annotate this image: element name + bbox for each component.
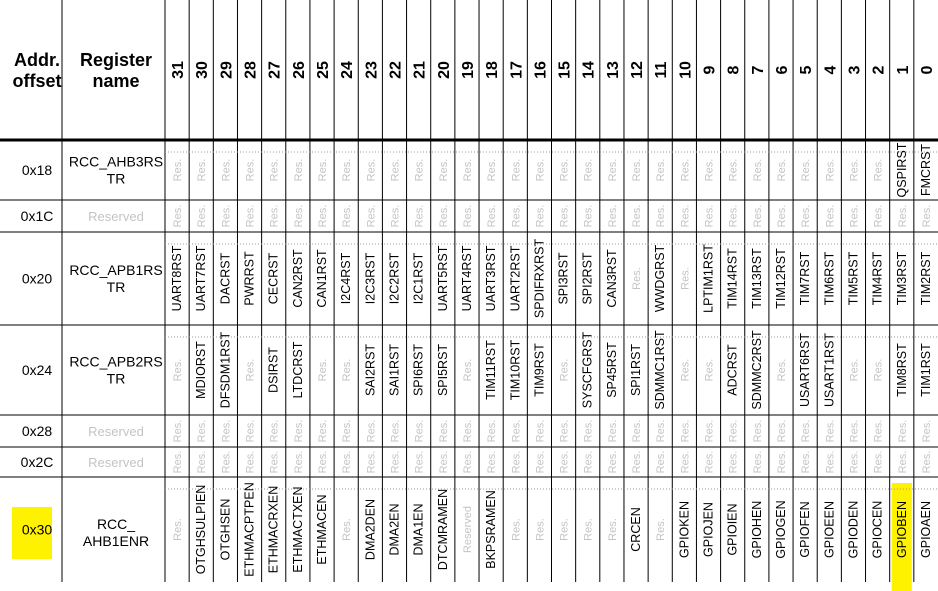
bit-field-crcen: CRCEN	[629, 507, 644, 552]
bit-field-tim7rst: TIM7RST	[798, 251, 813, 306]
bit-number-16: 16	[532, 61, 550, 79]
reserved-bit: Res.	[534, 419, 547, 443]
bit-field-gpioben: GPIOBEN	[894, 501, 909, 558]
reserved-bit: Res.	[413, 419, 426, 443]
reserved-bit: Res.	[292, 158, 305, 182]
bit-field-tim6rst: TIM6RST	[822, 251, 837, 306]
bit-number-21: 21	[411, 61, 429, 79]
reserved-bit: Res.	[317, 158, 330, 182]
reserved-bit: Res.	[872, 419, 885, 443]
reserved-bit: Res.	[244, 450, 257, 474]
reserved-bit: Res.	[824, 204, 837, 228]
bit-field-spi1rst: SPI1RST	[629, 343, 644, 397]
bit-field-uart2rst: UART2RST	[508, 245, 523, 312]
bit-number-5: 5	[798, 65, 816, 75]
bit-field-gpiogen: GPIOGEN	[773, 500, 788, 559]
reserved-bit: Res.	[679, 450, 692, 474]
reserved-bit: Res.	[172, 358, 185, 382]
bit-number-6: 6	[773, 65, 791, 75]
reserved-bit: Res.	[679, 267, 692, 290]
reserved-bit: Res.	[389, 450, 402, 474]
bit-number-3: 3	[846, 65, 864, 75]
register-name-header-line1: Register	[79, 50, 153, 70]
bit-field-tim10rst: TIM10RST	[508, 339, 523, 401]
bit-field-pwrrst: PWRRST	[242, 251, 257, 306]
bit-field-qspirst: QSPIRST	[894, 142, 909, 198]
reserved-bit: Res.	[800, 419, 813, 443]
reserved-bit: Res.	[703, 419, 716, 443]
reserved-bit: Res.	[534, 158, 547, 182]
reserved-bit: Res.	[775, 358, 788, 382]
reserved-bit: Res.	[558, 158, 571, 182]
reserved-bit: Res.	[558, 204, 571, 228]
bit-number-31: 31	[170, 61, 188, 79]
reserved-bit: Res.	[341, 358, 354, 382]
reserved-bit: Res.	[703, 358, 716, 382]
reserved-bit: Res.	[872, 450, 885, 474]
bit-field-ethmacrxen: ETHMACRXEN	[266, 485, 281, 574]
register-name: RCC_APB2RS	[69, 353, 163, 370]
table-row	[22, 482, 933, 576]
reserved-bit: Res.	[244, 204, 257, 228]
reserved-bit: Res.	[775, 158, 788, 182]
reserved-bit: Res.	[655, 204, 668, 228]
reserved-bit: Reserved	[461, 505, 474, 554]
reserved-bit: Res.	[365, 158, 378, 182]
reserved-bit: Res.	[920, 419, 933, 443]
bit-field-bkpsramen: BKPSRAMEN	[484, 490, 499, 569]
reserved-bit: Res.	[631, 450, 644, 474]
table-header	[13, 50, 936, 91]
reserved-bit: Res.	[437, 450, 450, 474]
register-name: AHB1ENR	[82, 533, 150, 549]
reserved-bit: Res.	[679, 358, 692, 382]
bit-number-17: 17	[508, 61, 526, 79]
bit-field-usart1rst: USART1RST	[822, 332, 837, 408]
bit-field-lptim1rst: LPTIM1RST	[701, 244, 716, 313]
register-name: RCC_	[96, 516, 136, 532]
reserved-bit: Res.	[268, 158, 281, 182]
reserved-bit: Res.	[848, 158, 861, 182]
table-row	[21, 451, 933, 474]
bit-number-4: 4	[822, 65, 840, 75]
bit-field-gpioeen: GPIOEEN	[822, 501, 837, 558]
bit-field-dma2den: DMA2DEN	[363, 498, 378, 561]
reserved-bit: Res.	[703, 204, 716, 228]
reserved-bit: Res.	[896, 450, 909, 474]
reserved-bit: Res.	[534, 204, 547, 228]
reserved-bit: Res.	[292, 419, 305, 443]
reserved-bit: Res.	[292, 204, 305, 228]
reserved-bit: Res.	[172, 450, 185, 474]
reserved-bit: Res.	[413, 158, 426, 182]
bit-field-cecrst: CECRST	[266, 252, 281, 305]
reserved-bit: Res.	[268, 419, 281, 443]
bit-number-30: 30	[194, 61, 212, 79]
reserved-bit: Res.	[172, 419, 185, 443]
reserved-bit: Res.	[582, 158, 595, 182]
table-row	[22, 239, 933, 319]
reserved-bit: Res.	[341, 204, 354, 228]
reserved-bit: Res.	[413, 204, 426, 228]
bit-field-otghsulpien: OTGHSULPIEN	[194, 484, 209, 575]
reserved-bit: Res.	[848, 419, 861, 443]
bit-field-dacrst: DACRST	[218, 252, 233, 305]
bit-field-tim14rst: TIM14RST	[725, 248, 740, 309]
bit-number-26: 26	[290, 61, 308, 79]
reserved-bit: Res.	[920, 450, 933, 474]
reserved-bit: Res.	[824, 158, 837, 182]
addr-offset-header-line1: Addr.	[13, 50, 61, 70]
bit-field-uart3rst: UART3RST	[484, 245, 499, 312]
reserved-bit: Res.	[775, 419, 788, 443]
reserved-bit: Res.	[510, 419, 523, 443]
register-name: RCC_AHB3RS	[68, 153, 164, 170]
reserved-bit: Res.	[244, 158, 257, 182]
reserved-bit: Res.	[461, 158, 474, 182]
bit-number-7: 7	[749, 65, 767, 75]
reserved-bit: Res.	[655, 450, 668, 474]
bit-field-dfsdm1rst: DFSDM1RST	[218, 331, 233, 409]
bit-field-syscfgrst: SYSCFGRST	[580, 331, 595, 409]
addr-offset-header-line2: offset	[12, 71, 62, 91]
reserved-bit: Res.	[872, 158, 885, 182]
reserved-bit: Res.	[317, 358, 330, 382]
bit-number-29: 29	[218, 61, 236, 79]
reserved-bit: Res.	[558, 419, 571, 443]
reserved-bit: Res.	[848, 450, 861, 474]
reserved-bit: Res.	[244, 358, 257, 382]
reserved-bit: Res.	[534, 450, 547, 474]
reserved-bit: Res.	[341, 419, 354, 443]
bit-field-i2c4rst: I2C4RST	[339, 252, 354, 305]
reserved-bit: Res.	[800, 158, 813, 182]
bit-field-uart4rst: UART4RST	[459, 245, 474, 312]
bit-field-adcrst: ADCRST	[725, 344, 740, 396]
reserved-bit: Res.	[461, 450, 474, 474]
bit-field-uart7rst: UART7RST	[194, 245, 209, 312]
bit-field-gpiofen: GPIOFEN	[798, 501, 813, 558]
reserved-bit: Res.	[317, 419, 330, 443]
bit-number-19: 19	[459, 61, 477, 79]
bit-number-25: 25	[315, 61, 333, 79]
bit-field-ethmacen: ETHMACEN	[315, 494, 330, 565]
table-body	[21, 142, 933, 577]
reserved-bit: Res.	[727, 419, 740, 443]
reserved-bit: Res.	[872, 358, 885, 382]
reserved-bit: Res.	[196, 158, 209, 182]
bit-field-i2c2rst: I2C2RST	[387, 252, 402, 305]
reserved-bit: Res.	[896, 204, 909, 228]
bit-number-8: 8	[725, 65, 743, 75]
bit-field-sdmmc1rst: SDMMC1RST	[653, 330, 668, 410]
table-row	[22, 330, 933, 410]
bit-field-gpioden: GPIODEN	[846, 500, 861, 559]
reserved-bit: Res.	[461, 419, 474, 443]
reserved-bit: Res.	[582, 204, 595, 228]
register-name: RCC_APB1RS	[69, 262, 163, 278]
bit-field-i2c3rst: I2C3RST	[363, 252, 378, 305]
reserved-bit: Res.	[703, 158, 716, 182]
reserved-bit: Res.	[606, 419, 619, 443]
bit-field-ltdcrst: LTDCRST	[290, 341, 305, 399]
reserved-bit: Res.	[606, 450, 619, 474]
bit-field-gpiojen: GPIOJEN	[701, 502, 716, 557]
bit-field-wwdgrst: WWDGRST	[653, 244, 668, 313]
bit-field-tim12rst: TIM12RST	[773, 248, 788, 309]
bit-field-dma2en: DMA2EN	[387, 503, 402, 556]
reserved-bit: Res.	[703, 450, 716, 474]
bit-field-dsirst: DSIRST	[266, 347, 281, 393]
bit-number-9: 9	[701, 65, 719, 75]
reserved-bit: Res.	[317, 450, 330, 474]
register-offset: 0x20	[21, 270, 53, 287]
bit-field-spi2rst: SPI2RST	[580, 252, 595, 305]
reserved-bit: Res.	[486, 450, 499, 474]
reserved-bit: Res.	[920, 204, 933, 228]
reserved-bit: Res.	[631, 158, 644, 182]
reserved-bit: Res.	[896, 419, 909, 443]
reserved-bit: Res.	[824, 450, 837, 474]
bit-field-tim13rst: TIM13RST	[749, 248, 764, 309]
reserved-bit: Res.	[172, 158, 185, 182]
bit-number-1: 1	[894, 65, 912, 75]
bit-field-otghsen: OTGHSEN	[218, 498, 233, 561]
reserved-bit: Res.	[437, 419, 450, 443]
bit-number-18: 18	[484, 61, 502, 79]
reserved-bit: Res.	[510, 450, 523, 474]
reserved-bit: Res.	[341, 518, 354, 541]
reserved-bit: Res.	[220, 158, 233, 182]
register-offset: 0x30	[21, 521, 53, 538]
reserved-bit: Res.	[848, 358, 861, 382]
bit-number-12: 12	[629, 61, 647, 79]
reserved-bit: Res.	[437, 158, 450, 182]
bit-field-spi6rst: SPI6RST	[411, 343, 426, 397]
register-offset: 0x2C	[20, 454, 54, 470]
reserved-bit: Res.	[196, 450, 209, 474]
bit-field-sdmmc2rst: SDMMC2RST	[749, 330, 764, 410]
bit-number-13: 13	[604, 61, 622, 79]
bit-field-ethmacptpen: ETHMACPTPEN	[242, 482, 257, 577]
reserved-bit: Res.	[751, 419, 764, 443]
table-row	[22, 142, 933, 197]
bit-number-14: 14	[580, 61, 598, 79]
reserved-bit: Res.	[727, 204, 740, 228]
reserved-bit: Res.	[800, 450, 813, 474]
bit-field-can2rst: CAN2RST	[290, 249, 305, 308]
reserved-bit: Res.	[606, 158, 619, 182]
register-name: TR	[106, 170, 126, 187]
bit-number-10: 10	[677, 61, 695, 79]
bit-field-tim3rst: TIM3RST	[894, 251, 909, 306]
bit-number-11: 11	[653, 61, 671, 79]
bit-field-tim2rst: TIM2RST	[918, 251, 933, 306]
bit-field-gpiohen: GPIOHEN	[749, 500, 764, 559]
reserved-bit: Res.	[558, 358, 571, 382]
bit-number-23: 23	[363, 61, 381, 79]
reserved-bit: Res.	[824, 419, 837, 443]
reserved-bit: Res.	[582, 450, 595, 474]
reserved-bit: Res.	[558, 450, 571, 474]
bit-field-spi3rst: SPI3RST	[556, 252, 571, 305]
reserved-bit: Res.	[341, 158, 354, 182]
register-offset: 0x24	[21, 362, 53, 378]
reserved-bit: Res.	[486, 204, 499, 228]
reserved-bit: Res.	[534, 518, 547, 541]
register-name: Reserved	[88, 209, 144, 224]
reserved-bit: Res.	[244, 419, 257, 443]
reserved-bit: Res.	[606, 518, 619, 541]
bit-number-27: 27	[266, 61, 284, 79]
bit-field-fmcrst: FMCRST	[918, 143, 933, 197]
bit-field-dtcmramen: DTCMRAMEN	[435, 488, 450, 571]
reserved-bit: Res.	[848, 204, 861, 228]
reserved-bit: Res.	[486, 158, 499, 182]
reserved-bit: Res.	[679, 204, 692, 228]
reserved-bit: Res.	[172, 518, 185, 541]
reserved-bit: Res.	[655, 518, 668, 541]
reserved-bit: Res.	[389, 419, 402, 443]
reserved-bit: Res.	[558, 518, 571, 541]
bit-field-sai1rst: SAI1RST	[387, 343, 402, 397]
bit-field-gpioien: GPIOIEN	[725, 503, 740, 556]
reserved-bit: Res.	[800, 204, 813, 228]
reserved-bit: Res.	[775, 204, 788, 228]
reserved-bit: Res.	[196, 204, 209, 228]
bit-field-gpioaen: GPIOAEN	[918, 501, 933, 558]
table-row	[21, 205, 933, 228]
reserved-bit: Res.	[389, 204, 402, 228]
register-name: TR	[106, 279, 126, 295]
bit-field-can3rst: CAN3RST	[604, 249, 619, 308]
reserved-bit: Res.	[679, 158, 692, 182]
reserved-bit: Res.	[727, 158, 740, 182]
bit-field-tim5rst: TIM5RST	[846, 251, 861, 306]
bit-number-22: 22	[387, 61, 405, 79]
bit-field-spi5rst: SPI5RST	[435, 343, 450, 397]
reserved-bit: Res.	[365, 204, 378, 228]
reserved-bit: Res.	[220, 419, 233, 443]
reserved-bit: Res.	[461, 358, 474, 382]
bit-field-uart8rst: UART8RST	[170, 245, 185, 312]
reserved-bit: Res.	[751, 450, 764, 474]
reserved-bit: Res.	[727, 450, 740, 474]
bit-field-can1rst: CAN1RST	[315, 249, 330, 308]
bit-field-tim1rst: TIM1RST	[918, 343, 933, 397]
reserved-bit: Res.	[341, 450, 354, 474]
bit-field-dma1en: DMA1EN	[411, 503, 426, 556]
reserved-bit: Res.	[389, 158, 402, 182]
reserved-bit: Res.	[292, 450, 305, 474]
bit-field-usart6rst: USART6RST	[798, 332, 813, 408]
reserved-bit: Res.	[437, 204, 450, 228]
bit-field-mdiorst: MDIORST	[194, 341, 209, 399]
bit-field-gpioken: GPIOKEN	[677, 501, 692, 558]
bit-field-tim9rst: TIM9RST	[532, 343, 547, 397]
bit-field-i2c1rst: I2C1RST	[411, 252, 426, 305]
bit-number-15: 15	[556, 61, 574, 79]
reserved-bit: Res.	[582, 518, 595, 541]
register-offset: 0x1C	[20, 208, 54, 224]
reserved-bit: Res.	[365, 419, 378, 443]
bit-field-spdifrxrst: SPDIFRXRST	[532, 238, 547, 319]
reserved-bit: Res.	[679, 419, 692, 443]
bit-field-uart5rst: UART5RST	[435, 245, 450, 312]
bit-field-tim8rst: TIM8RST	[894, 343, 909, 397]
register-name: Reserved	[88, 455, 144, 470]
reserved-bit: Res.	[655, 419, 668, 443]
reserved-bit: Res.	[655, 158, 668, 182]
bit-number-2: 2	[870, 65, 888, 75]
reserved-bit: Res.	[413, 450, 426, 474]
reserved-bit: Res.	[220, 204, 233, 228]
reserved-bit: Res.	[220, 450, 233, 474]
reserved-bit: Res.	[631, 204, 644, 228]
bit-number-0: 0	[918, 65, 936, 75]
table-row	[22, 420, 933, 443]
bit-number-28: 28	[242, 61, 260, 79]
bit-field-tim4rst: TIM4RST	[870, 251, 885, 306]
reserved-bit: Res.	[268, 450, 281, 474]
bit-number-24: 24	[339, 61, 357, 79]
register-name-header-line2: name	[92, 71, 140, 91]
bit-field-sai2rst: SAI2RST	[363, 343, 378, 397]
reserved-bit: Res.	[631, 267, 644, 290]
register-offset: 0x18	[21, 162, 53, 178]
bit-field-sp45rst: SP45RST	[604, 342, 619, 398]
bit-number-20: 20	[435, 61, 453, 79]
reserved-bit: Res.	[317, 204, 330, 228]
reserved-bit: Res.	[365, 450, 378, 474]
reserved-bit: Res.	[751, 204, 764, 228]
reserved-bit: Res.	[268, 204, 281, 228]
reserved-bit: Res.	[631, 419, 644, 443]
register-name: TR	[106, 370, 126, 387]
reserved-bit: Res.	[461, 204, 474, 228]
register-name: Reserved	[88, 424, 144, 439]
reserved-bit: Res.	[510, 204, 523, 228]
reserved-bit: Res.	[172, 204, 185, 228]
reserved-bit: Res.	[486, 419, 499, 443]
bit-field-gpiocen: GPIOCEN	[870, 500, 885, 559]
reserved-bit: Res.	[775, 450, 788, 474]
reserved-bit: Res.	[872, 204, 885, 228]
bit-field-ethmactxen: ETHMACTXEN	[290, 486, 305, 573]
reserved-bit: Res.	[196, 419, 209, 443]
reserved-bit: Res.	[606, 204, 619, 228]
bit-field-tim11rst: TIM11RST	[484, 340, 499, 400]
reserved-bit: Res.	[751, 158, 764, 182]
reserved-bit: Res.	[582, 419, 595, 443]
reserved-bit: Res.	[510, 518, 523, 541]
register-offset: 0x28	[21, 423, 53, 439]
reserved-bit: Res.	[510, 158, 523, 182]
